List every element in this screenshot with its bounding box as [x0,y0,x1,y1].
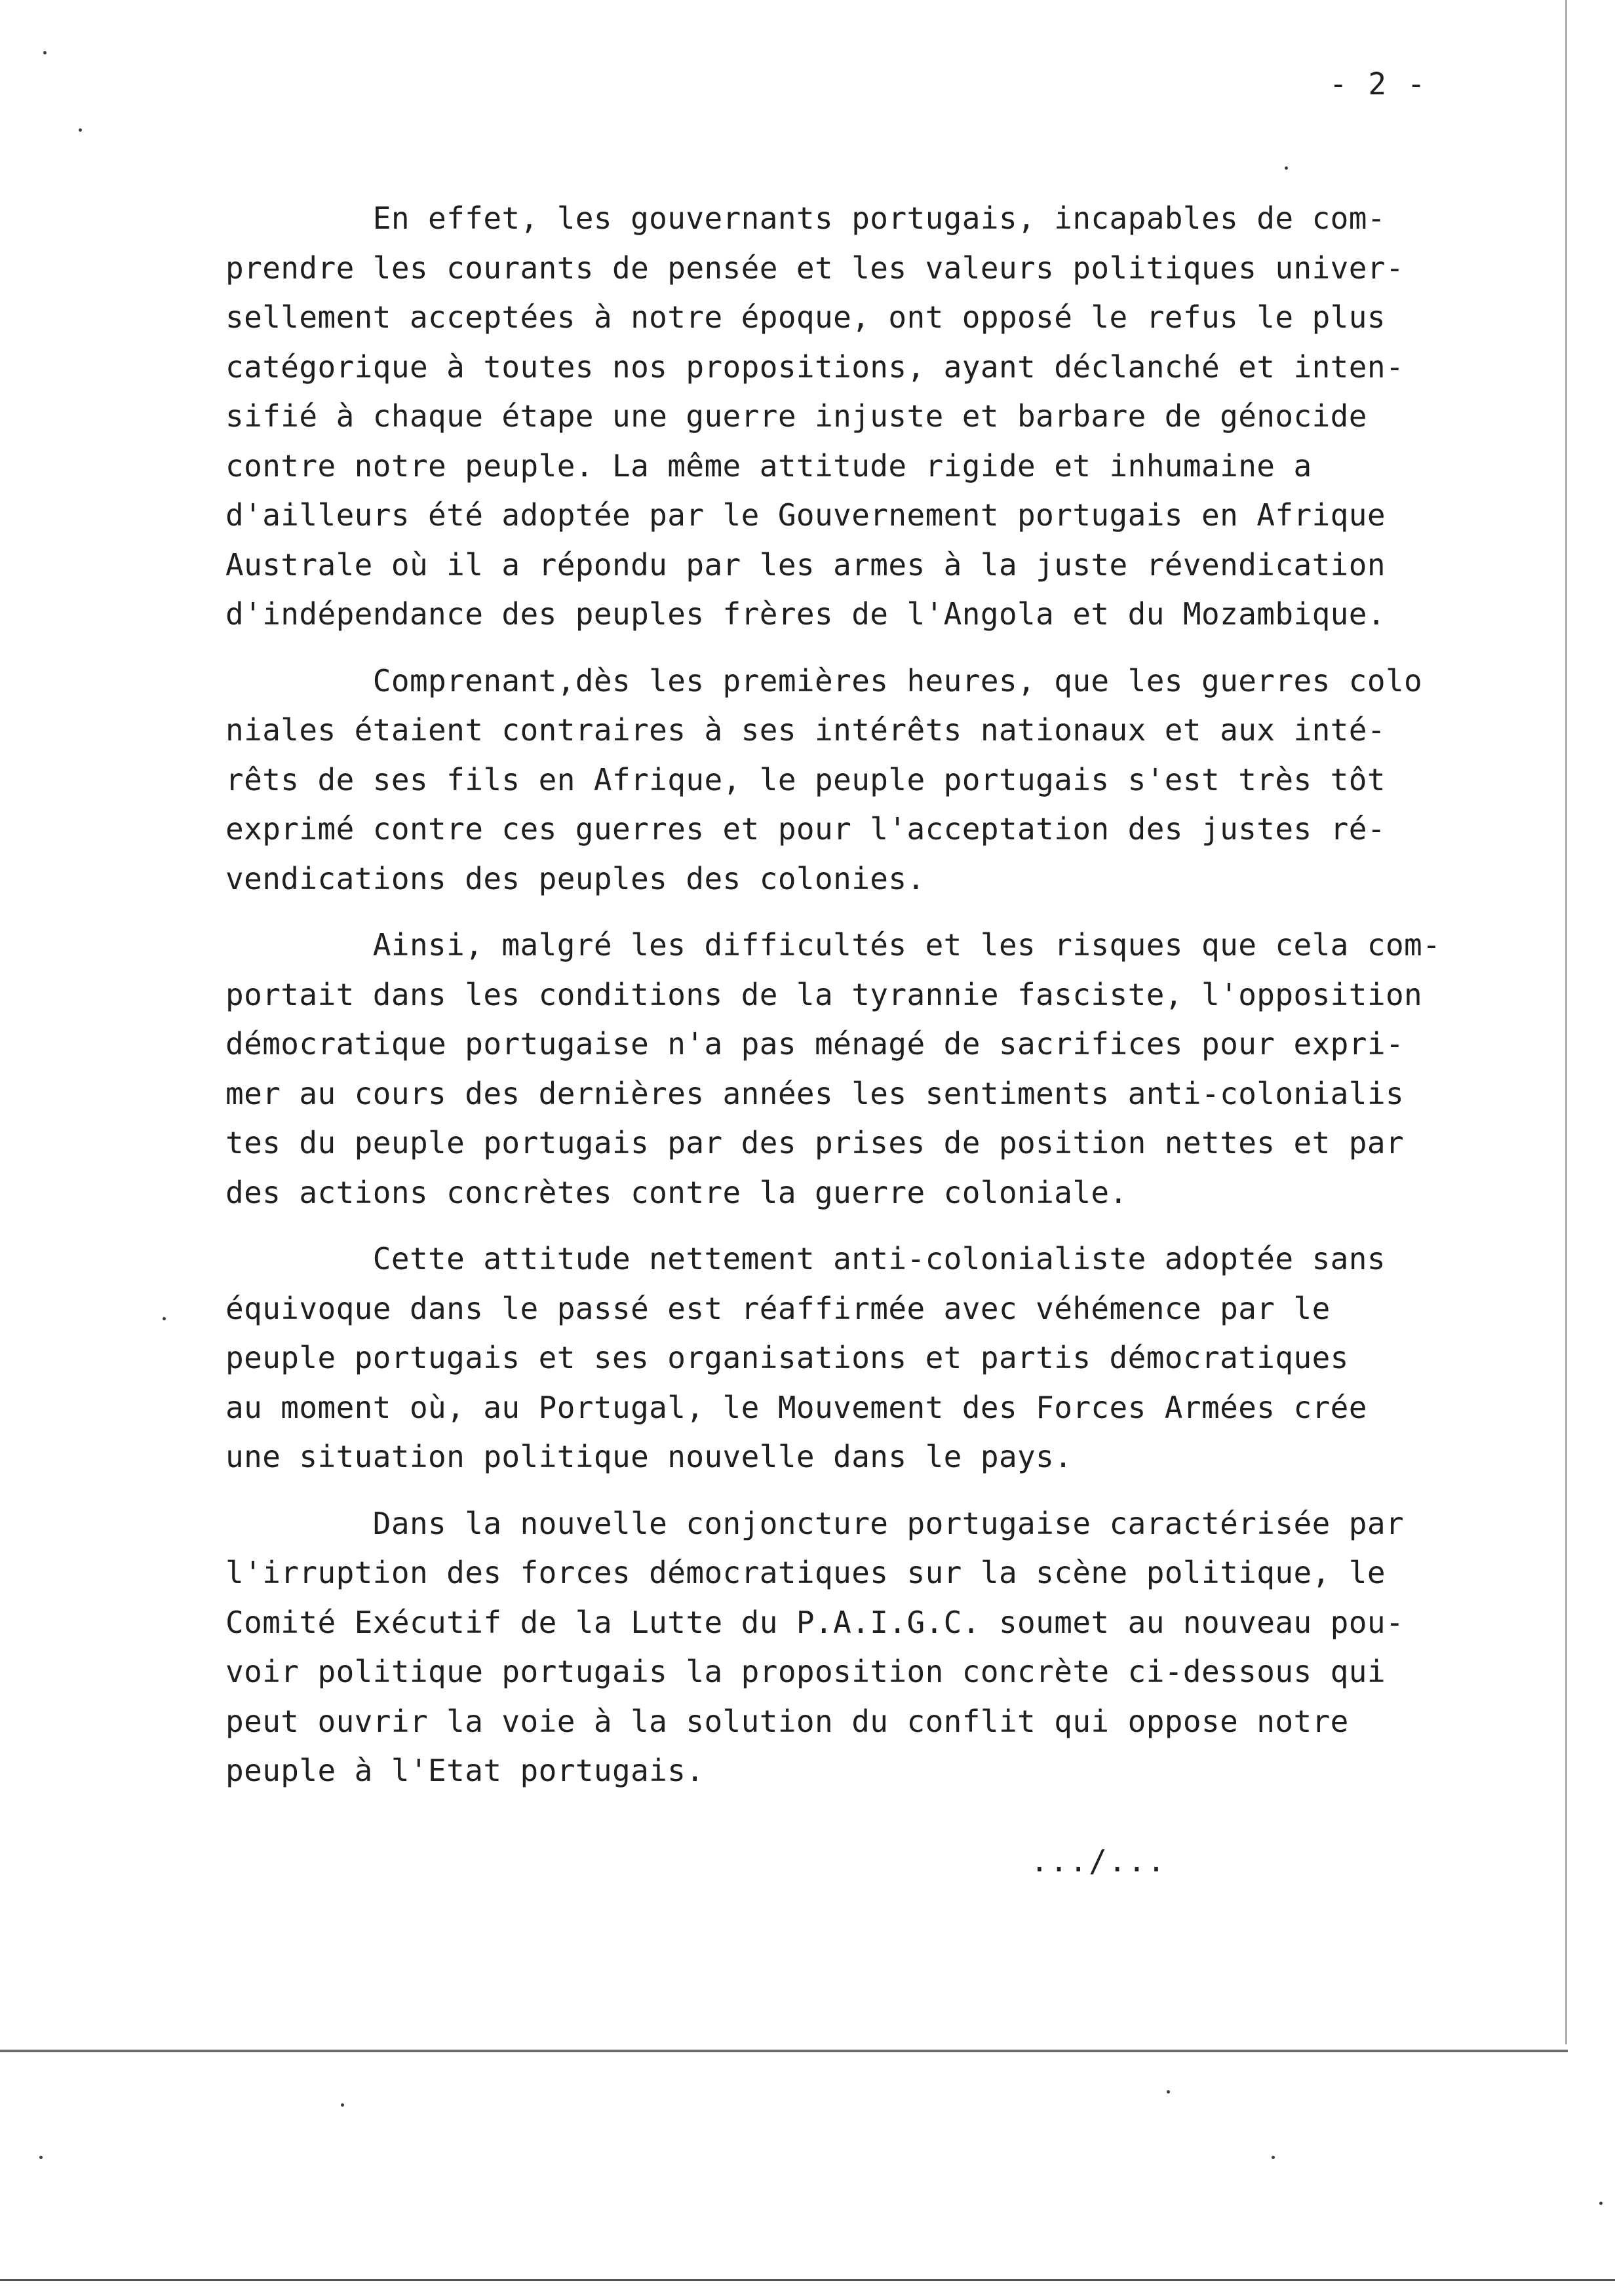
text-line: En effet, les gouvernants portugais, incapables de com- [225,201,1386,236]
text-line: équivoque dans le passé est réaffirmée avec véhémence par le [225,1290,1331,1326]
scan-speck [163,1317,166,1320]
continuation-mark: .../... [1030,1843,1167,1879]
text-line: Cette attitude nettement anti-colonialiste adoptée sans [225,1241,1386,1276]
scan-speck [43,51,47,54]
text-line: tes du peuple portugais par des prises de position nettes et par [225,1125,1405,1160]
text-line: d'ailleurs été adoptée par le Gouvernement portugais en Afrique [225,497,1386,533]
sheet-edge-right [1565,0,1567,2044]
scan-speck [1599,2202,1603,2205]
paragraph-1 [225,194,1523,640]
scan-speck [79,128,82,132]
text-line: portait dans les conditions de la tyrannie fasciste, l'opposition [225,976,1423,1012]
text-line: Comprenant,dès les premières heures, que les guerres colo [225,662,1423,698]
scan-bottom-line [0,2279,1615,2281]
text-line: exprimé contre ces guerres et pour l'acceptation des justes ré- [225,811,1386,847]
scan-speck [1272,2156,1275,2159]
page-number: - 2 - [1329,66,1427,102]
scan-speck [341,2103,344,2107]
text-line: mer au cours des dernières années les sentiments anti-colonialis [225,1075,1405,1111]
text-line: démocratique portugaise n'a pas ménagé de sacrifices pour expri- [225,1026,1405,1062]
text-line: niales étaient contraires à ses intérêts nationaux et aux inté- [225,712,1386,748]
text-line: Australe où il a répondu par les armes à la juste révendication [225,546,1386,583]
text-line: rêts de ses fils en Afrique, le peuple portugais s'est très tôt [225,761,1386,797]
text-line: peut ouvrir la voie à la solution du conflit qui oppose notre [225,1703,1349,1739]
text-line: Comité Exécutif de la Lutte du P.A.I.G.C. soumet au nouveau pou- [225,1604,1405,1640]
paragraph-4 [225,1234,1523,1482]
body-text [225,194,1523,1813]
text-line: sifié à chaque étape une guerre injuste et barbare de génocide [225,398,1367,434]
paragraph-5 [225,1499,1523,1796]
text-line: l'irruption des forces démocratiques sur la scène politique, le [225,1555,1386,1590]
text-line: d'indépendance des peuples frères de l'Angola et du Mozambique. [225,596,1386,632]
text-line: des actions concrètes contre la guerre coloniale. [225,1174,1128,1210]
text-line: sellement acceptées à notre époque, ont opposé le refus le plus [225,299,1386,335]
text-line: Dans la nouvelle conjoncture portugaise caractérisée par [225,1505,1405,1541]
paragraph-3 [225,921,1523,1217]
text-line: prendre les courants de pensée et les valeurs politiques univer- [225,250,1405,286]
text-line: contre notre peuple. La même attitude rigide et inhumaine a [225,448,1312,484]
text-line: peuple portugais et ses organisations et partis démocratiques [225,1340,1349,1375]
text-line: au moment où, au Portugal, le Mouvement des Forces Armées crée [225,1389,1367,1425]
scan-speck [1167,2090,1170,2094]
scan-speck [39,2156,43,2159]
text-line: peuple à l'Etat portugais. [225,1753,705,1788]
scan-speck [1285,166,1288,170]
text-line: Ainsi, malgré les difficultés et les risques que cela com- [225,927,1441,963]
text-line: une situation politique nouvelle dans le pays. [225,1439,1073,1474]
text-line: voir politique portugais la proposition concrète ci-dessous qui [225,1654,1386,1689]
sheet-edge-bottom [0,2050,1568,2052]
text-line: catégorique à toutes nos propositions, ayant déclanché et inten- [225,349,1405,385]
paragraph-2 [225,657,1523,904]
text-line: vendications des peuples des colonies. [225,860,925,896]
